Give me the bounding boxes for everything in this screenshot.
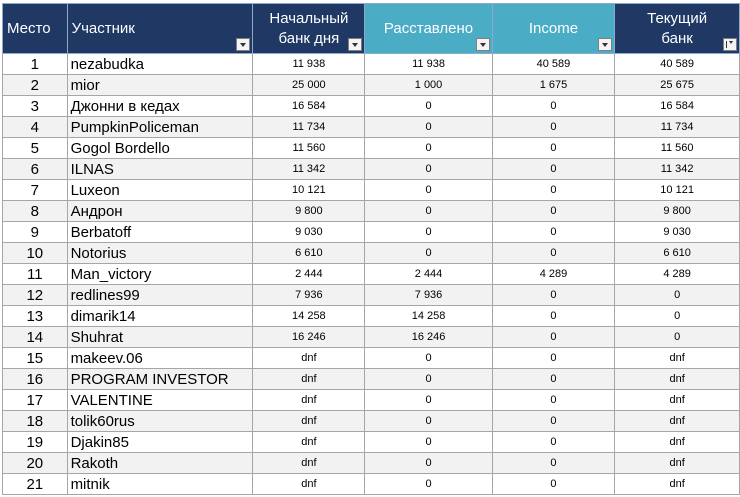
start-bank-cell[interactable]: 6 610 bbox=[253, 243, 365, 264]
start-bank-cell[interactable]: 25 000 bbox=[253, 75, 365, 96]
table-row bbox=[3, 390, 740, 411]
start-bank-cell[interactable]: 14 258 bbox=[253, 306, 365, 327]
current-bank-cell[interactable]: 40 589 bbox=[615, 54, 740, 75]
participant-cell[interactable]: Rakoth bbox=[67, 453, 253, 474]
participant-cell[interactable]: redlines99 bbox=[67, 285, 253, 306]
current-bank-cell[interactable]: 6 610 bbox=[615, 243, 740, 264]
place-cell[interactable]: 13 bbox=[3, 306, 68, 327]
start-bank-cell[interactable]: 11 560 bbox=[253, 138, 365, 159]
placed-cell[interactable]: 16 246 bbox=[365, 327, 492, 348]
participant-cell[interactable]: nezabudka bbox=[67, 54, 253, 75]
current-bank-cell[interactable]: dnf bbox=[615, 453, 740, 474]
filter-dropdown-icon[interactable] bbox=[598, 38, 612, 51]
placed-cell[interactable]: 1 000 bbox=[365, 75, 492, 96]
sort-descending-filter-icon[interactable] bbox=[723, 38, 737, 51]
current-bank-cell[interactable]: 0 bbox=[615, 306, 740, 327]
income-cell[interactable]: 0 bbox=[492, 390, 615, 411]
participant-cell[interactable]: Djakin85 bbox=[67, 432, 253, 453]
placed-cell[interactable]: 0 bbox=[365, 180, 492, 201]
start-bank-cell[interactable]: dnf bbox=[253, 369, 365, 390]
participant-cell[interactable]: PumpkinPoliceman bbox=[67, 117, 253, 138]
table-row bbox=[3, 159, 740, 180]
participant-cell[interactable]: mior bbox=[67, 75, 253, 96]
placed-cell[interactable]: 0 bbox=[365, 474, 492, 495]
start-bank-cell[interactable]: 7 936 bbox=[253, 285, 365, 306]
current-bank-cell[interactable]: 4 289 bbox=[615, 264, 740, 285]
place-cell[interactable]: 20 bbox=[3, 453, 68, 474]
place-cell[interactable]: 12 bbox=[3, 285, 68, 306]
start-bank-cell[interactable]: 11 342 bbox=[253, 159, 365, 180]
participant-cell[interactable]: VALENTINE bbox=[67, 390, 253, 411]
table-row bbox=[3, 75, 740, 96]
start-bank-cell[interactable]: 9 800 bbox=[253, 201, 365, 222]
income-cell[interactable]: 0 bbox=[492, 243, 615, 264]
header-row bbox=[3, 4, 740, 54]
table-row bbox=[3, 285, 740, 306]
place-cell[interactable]: 15 bbox=[3, 348, 68, 369]
table-row bbox=[3, 243, 740, 264]
start-bank-cell[interactable]: dnf bbox=[253, 453, 365, 474]
table-body bbox=[3, 54, 740, 495]
income-cell[interactable]: 0 bbox=[492, 201, 615, 222]
current-bank-cell[interactable]: 11 734 bbox=[615, 117, 740, 138]
table-row bbox=[3, 222, 740, 243]
start-bank-cell[interactable]: dnf bbox=[253, 411, 365, 432]
table-row bbox=[3, 306, 740, 327]
placed-cell[interactable]: 7 936 bbox=[365, 285, 492, 306]
current-bank-cell[interactable]: 0 bbox=[615, 327, 740, 348]
current-bank-cell[interactable]: dnf bbox=[615, 369, 740, 390]
table-row bbox=[3, 264, 740, 285]
participant-cell[interactable]: Андрон bbox=[67, 201, 253, 222]
place-cell[interactable]: 8 bbox=[3, 201, 68, 222]
participant-cell[interactable]: tolik60rus bbox=[67, 411, 253, 432]
place-cell[interactable]: 7 bbox=[3, 180, 68, 201]
income-cell[interactable]: 0 bbox=[492, 96, 615, 117]
column-header-start-bank: Начальный банк дня bbox=[253, 4, 365, 54]
income-cell[interactable]: 1 675 bbox=[492, 75, 615, 96]
start-bank-cell[interactable]: dnf bbox=[253, 390, 365, 411]
participant-cell[interactable]: Gogol Bordello bbox=[67, 138, 253, 159]
placed-cell[interactable]: 14 258 bbox=[365, 306, 492, 327]
filter-dropdown-icon[interactable] bbox=[348, 38, 362, 51]
table-row bbox=[3, 138, 740, 159]
table-row bbox=[3, 201, 740, 222]
current-bank-cell[interactable]: dnf bbox=[615, 348, 740, 369]
participant-cell[interactable]: makeev.06 bbox=[67, 348, 253, 369]
table-row bbox=[3, 327, 740, 348]
current-bank-cell[interactable]: dnf bbox=[615, 432, 740, 453]
participant-cell[interactable]: Shuhrat bbox=[67, 327, 253, 348]
current-bank-cell[interactable]: 9 800 bbox=[615, 201, 740, 222]
place-cell[interactable]: 1 bbox=[3, 54, 68, 75]
start-bank-cell[interactable]: 10 121 bbox=[253, 180, 365, 201]
current-bank-cell[interactable]: 16 584 bbox=[615, 96, 740, 117]
income-cell[interactable]: 0 bbox=[492, 348, 615, 369]
start-bank-cell[interactable]: 9 030 bbox=[253, 222, 365, 243]
income-cell[interactable]: 0 bbox=[492, 369, 615, 390]
table-row bbox=[3, 432, 740, 453]
participant-cell[interactable]: PROGRAM INVESTOR bbox=[67, 369, 253, 390]
table-row bbox=[3, 411, 740, 432]
current-bank-cell[interactable]: 25 675 bbox=[615, 75, 740, 96]
filter-dropdown-icon[interactable] bbox=[476, 38, 490, 51]
table-row bbox=[3, 96, 740, 117]
start-bank-cell[interactable]: 16 246 bbox=[253, 327, 365, 348]
column-header-place: Место bbox=[3, 4, 68, 54]
place-cell[interactable]: 5 bbox=[3, 138, 68, 159]
placed-cell[interactable]: 11 938 bbox=[365, 54, 492, 75]
income-cell[interactable]: 0 bbox=[492, 327, 615, 348]
place-cell[interactable]: 10 bbox=[3, 243, 68, 264]
income-cell[interactable]: 4 289 bbox=[492, 264, 615, 285]
participant-cell[interactable]: Luxeon bbox=[67, 180, 253, 201]
participant-cell[interactable]: Man_victory bbox=[67, 264, 253, 285]
income-cell[interactable]: 0 bbox=[492, 432, 615, 453]
placed-cell[interactable]: 0 bbox=[365, 138, 492, 159]
place-cell[interactable]: 21 bbox=[3, 474, 68, 495]
income-cell[interactable]: 0 bbox=[492, 159, 615, 180]
income-cell[interactable]: 0 bbox=[492, 138, 615, 159]
place-cell[interactable]: 18 bbox=[3, 411, 68, 432]
table-row bbox=[3, 117, 740, 138]
place-cell[interactable]: 3 bbox=[3, 96, 68, 117]
current-bank-cell[interactable]: 10 121 bbox=[615, 180, 740, 201]
standings-table bbox=[2, 3, 740, 495]
placed-cell[interactable]: 0 bbox=[365, 222, 492, 243]
column-header-income: Income bbox=[492, 4, 615, 54]
table-row bbox=[3, 54, 740, 75]
current-bank-cell[interactable]: 11 342 bbox=[615, 159, 740, 180]
placed-cell[interactable]: 2 444 bbox=[365, 264, 492, 285]
participant-cell[interactable]: Джонни в кедах bbox=[67, 96, 253, 117]
place-cell[interactable]: 17 bbox=[3, 390, 68, 411]
place-cell[interactable]: 4 bbox=[3, 117, 68, 138]
placed-cell[interactable]: 0 bbox=[365, 390, 492, 411]
income-cell[interactable]: 0 bbox=[492, 285, 615, 306]
income-cell[interactable]: 0 bbox=[492, 117, 615, 138]
filter-dropdown-icon[interactable] bbox=[236, 38, 250, 51]
income-cell[interactable]: 0 bbox=[492, 180, 615, 201]
placed-cell[interactable]: 0 bbox=[365, 159, 492, 180]
table-row bbox=[3, 474, 740, 495]
table-row bbox=[3, 180, 740, 201]
income-cell[interactable]: 0 bbox=[492, 222, 615, 243]
participant-cell[interactable]: ILNAS bbox=[67, 159, 253, 180]
participant-cell[interactable]: dimarik14 bbox=[67, 306, 253, 327]
place-cell[interactable]: 16 bbox=[3, 369, 68, 390]
current-bank-cell[interactable]: 9 030 bbox=[615, 222, 740, 243]
start-bank-cell[interactable]: dnf bbox=[253, 348, 365, 369]
participant-cell[interactable]: Notorius bbox=[67, 243, 253, 264]
table-row bbox=[3, 369, 740, 390]
placed-cell[interactable]: 0 bbox=[365, 369, 492, 390]
current-bank-cell[interactable]: dnf bbox=[615, 390, 740, 411]
current-bank-cell[interactable]: dnf bbox=[615, 474, 740, 495]
table-row bbox=[3, 348, 740, 369]
start-bank-cell[interactable]: 2 444 bbox=[253, 264, 365, 285]
income-cell[interactable]: 0 bbox=[492, 474, 615, 495]
place-cell[interactable]: 14 bbox=[3, 327, 68, 348]
column-header-current-bank: Текущий банк bbox=[615, 4, 740, 54]
placed-cell[interactable]: 0 bbox=[365, 348, 492, 369]
place-cell[interactable]: 19 bbox=[3, 432, 68, 453]
start-bank-cell[interactable]: 16 584 bbox=[253, 96, 365, 117]
placed-cell[interactable]: 0 bbox=[365, 453, 492, 474]
placed-cell[interactable]: 0 bbox=[365, 96, 492, 117]
place-cell[interactable]: 9 bbox=[3, 222, 68, 243]
income-cell[interactable]: 0 bbox=[492, 306, 615, 327]
participant-cell[interactable]: Berbatoff bbox=[67, 222, 253, 243]
placed-cell[interactable]: 0 bbox=[365, 432, 492, 453]
current-bank-cell[interactable]: dnf bbox=[615, 411, 740, 432]
current-bank-cell[interactable]: 11 560 bbox=[615, 138, 740, 159]
place-cell[interactable]: 2 bbox=[3, 75, 68, 96]
place-cell[interactable]: 11 bbox=[3, 264, 68, 285]
income-cell[interactable]: 40 589 bbox=[492, 54, 615, 75]
start-bank-cell[interactable]: 11 734 bbox=[253, 117, 365, 138]
placed-cell[interactable]: 0 bbox=[365, 411, 492, 432]
table-row bbox=[3, 453, 740, 474]
placed-cell[interactable]: 0 bbox=[365, 117, 492, 138]
income-cell[interactable]: 0 bbox=[492, 453, 615, 474]
participant-cell[interactable]: mitnik bbox=[67, 474, 253, 495]
column-header-participant: Участник bbox=[67, 4, 253, 54]
start-bank-cell[interactable]: dnf bbox=[253, 432, 365, 453]
current-bank-cell[interactable]: 0 bbox=[615, 285, 740, 306]
income-cell[interactable]: 0 bbox=[492, 411, 615, 432]
place-cell[interactable]: 6 bbox=[3, 159, 68, 180]
placed-cell[interactable]: 0 bbox=[365, 201, 492, 222]
column-header-placed: Расставлено bbox=[365, 4, 492, 54]
start-bank-cell[interactable]: dnf bbox=[253, 474, 365, 495]
placed-cell[interactable]: 0 bbox=[365, 243, 492, 264]
start-bank-cell[interactable]: 11 938 bbox=[253, 54, 365, 75]
